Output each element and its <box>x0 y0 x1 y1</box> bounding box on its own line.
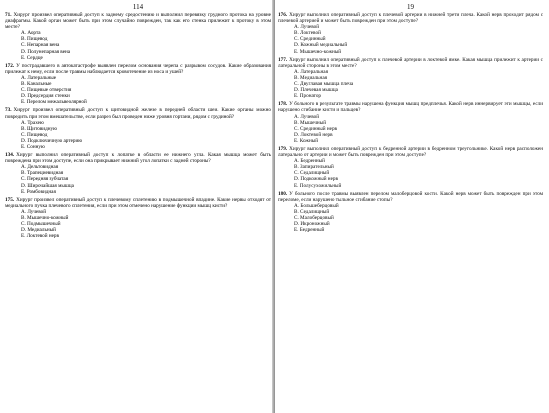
answer-option: B. Мышечно-кожный <box>21 215 69 221</box>
answer-option: C. Пищевод <box>21 131 48 138</box>
answer-option: D. Подкожный нерв <box>294 176 338 183</box>
answer-option: C. Малоберцовый <box>294 215 334 221</box>
question-block <box>5 197 271 240</box>
question-stem <box>5 12 271 30</box>
question-number: 71. <box>5 12 12 18</box>
left-page-number: 114 <box>132 3 144 11</box>
answer-option: C. Непарная вена <box>21 42 60 49</box>
question-stem <box>278 146 543 158</box>
question-number: 134. <box>5 152 15 159</box>
answer-option: A. Лучевой <box>294 113 320 120</box>
question-text: У пострадавшего в автокатастрофе выявлен перелом основания черепа с разрывом сосудов. Какие образования прилежат к нему, если после травмы наблюдается кровотечение из носа и ушей? <box>5 62 271 75</box>
answer-option: D. Плечевая мышца <box>294 87 338 94</box>
question-stem <box>5 63 271 75</box>
question-number: 179. <box>278 145 288 152</box>
answer-option: D. Полунепарная вена <box>21 48 71 55</box>
answer-option: B. Медиальная <box>294 74 328 81</box>
answer-option: C. Подмышечный <box>21 221 61 228</box>
answer-option: C. Срединный нерв <box>294 125 337 132</box>
answer-options <box>278 203 543 233</box>
answer-option: B. Трапециевидная <box>21 170 64 177</box>
right-question-list <box>278 12 543 233</box>
question-text: Хирург выполнил оперативный доступ к бедренной артерии в бедренном треугольнике. Какой нерв расположен латерально от артерии и может быть поврежден при этом доступе? <box>278 145 543 159</box>
answer-options <box>278 158 543 188</box>
answer-option: D. Широчайшая мышца <box>21 182 74 189</box>
question-text: Хирург произвел оперативный доступ к заднему средостению и выполнил перевязку грудного протока на уровне диафрагмы. Какой орган может быть при этом случайно поврежден, так как его стенка прилежит к протоку в этом месте? <box>5 12 271 31</box>
answer-option: E. Мышечно-кожный <box>294 48 342 55</box>
question-number: 172. <box>5 62 15 69</box>
answer-option: B. Седалищный <box>294 208 330 215</box>
answer-option: E. Сердце <box>21 54 43 61</box>
answer-options <box>278 114 543 144</box>
answer-option: C. Двуглавая мышца плеча <box>294 81 354 88</box>
answer-option: E. Пронатор <box>294 93 322 100</box>
answer-options <box>5 120 271 150</box>
answer-option: D. Медиальный <box>21 227 56 234</box>
answer-option: D. Предсердия стенки <box>21 93 70 100</box>
answer-option: B. Щитовидную <box>21 125 57 132</box>
answer-option: E. Ромбовидная <box>21 188 56 195</box>
answer-option: E. Кожный <box>294 137 319 144</box>
answer-option: D. Икроножный <box>294 221 330 228</box>
answer-option: B. Локтевой <box>294 30 321 37</box>
answer-option: E. Локтевой нерв <box>21 233 59 240</box>
answer-option: B. Канальные <box>21 81 52 88</box>
question-text: Хирург выполнил оперативный доступ к лопатке в области ее нижнего угла. Какая мышца может быть повреждена при этом доступе, если она прикрывает нижний угол лопатки с задней стороны? <box>5 152 271 165</box>
question-number: 176. <box>278 12 288 18</box>
question-block <box>278 146 543 189</box>
answer-options <box>278 69 543 99</box>
right-page-number: 19 <box>407 3 414 11</box>
question-text: У больного после травмы выявлен перелом малоберцовой кости. Какой нерв может быть поврежден при этом переломе, если нарушено тыльное сгибание стопы? <box>278 190 543 203</box>
answer-option: C. Передняя зубчатая <box>21 176 69 183</box>
answer-option: C. Срединный <box>294 36 326 43</box>
answer-option: C. Пищевые отверстия <box>21 87 72 94</box>
question-text: У больного в результате травмы нарушена функция мышц предплечья. Какой нерв иннервирует эти мышцы, если нарушено сгибание кисти и пальцев? <box>278 101 543 114</box>
answer-options <box>5 30 271 60</box>
question-stem <box>278 191 543 203</box>
question-number: 180. <box>278 190 288 197</box>
answer-options <box>5 209 271 239</box>
question-block <box>5 63 271 106</box>
question-text: Хирург выполнил оперативный доступ к плечевой артерии в локтевой ямке. Какая мышца прилежит к артерии с латеральной стороны в этом месте? <box>278 56 543 69</box>
question-stem <box>278 12 543 24</box>
answer-option: D. Подключичную артерию <box>21 137 83 144</box>
question-number: 177. <box>278 56 288 63</box>
answer-option: A. Лучевой <box>294 24 320 31</box>
question-stem <box>278 57 543 69</box>
answer-option: A. Лучевой <box>21 208 47 215</box>
question-stem <box>5 107 271 119</box>
question-block <box>278 57 543 100</box>
answer-option: B. Мышечный <box>294 119 326 126</box>
answer-option: A. Бедренный <box>294 158 325 165</box>
answer-option: E. Бедренный <box>294 227 325 234</box>
question-block <box>5 12 271 61</box>
answer-option: B. Запирательный <box>294 164 334 171</box>
question-number: 73. <box>5 107 12 114</box>
answer-option: B. Пищевод <box>21 36 48 43</box>
question-stem <box>5 197 271 209</box>
question-stem <box>5 152 271 164</box>
question-block <box>278 101 543 144</box>
answer-options <box>5 75 271 105</box>
answer-option: C. Седалищный <box>294 170 330 177</box>
answer-option: E. Полусухожильный <box>294 182 342 189</box>
answer-option: A. Большеберцовый <box>294 202 339 209</box>
answer-option: D. Локтевой нерв <box>294 131 333 138</box>
answer-option: A. Латеральные <box>21 74 57 81</box>
question-text: Хирург произвел оперативный доступ к щитовидной железе в передней области шеи. Какие органы можно повредить при этом вмешательстве, если разрез был проведен ниже уровня гортани, рядом с грудиной? <box>5 107 271 120</box>
question-block <box>278 12 543 55</box>
answer-option: D. Кожный медиальный <box>294 42 348 49</box>
answer-option: A. Трахею <box>21 119 44 126</box>
answer-option: E. Перелом межальвеолярной <box>21 99 87 106</box>
answer-option: A. Латеральная <box>294 68 328 75</box>
answer-options <box>5 164 271 194</box>
question-block <box>5 107 271 150</box>
answer-options <box>278 24 543 54</box>
left-question-list <box>5 12 271 239</box>
answer-option: A. Дельтовидная <box>21 164 59 171</box>
answer-option: E. Сонную <box>21 143 45 150</box>
answer-option: A. Аорта <box>21 30 41 37</box>
question-text: Хирург произвел оперативный доступ к плечевому сплетению в подмышечной впадине. Какие нервы отходят от медиального пучка плечевого сплетения, если при этом отмечено нарушение функции мышц кисти? <box>5 196 271 209</box>
question-block <box>5 152 271 195</box>
question-stem <box>278 101 543 113</box>
question-text: Хирург выполнил оперативный доступ к плечевой артерии в нижней трети плеча. Какой нерв проходит рядом с плечевой артерией и может быть поврежден при этом доступе? <box>278 12 543 25</box>
question-number: 175. <box>5 196 15 203</box>
question-number: 178. <box>278 101 288 108</box>
right-page <box>275 0 549 413</box>
question-block <box>278 191 543 234</box>
